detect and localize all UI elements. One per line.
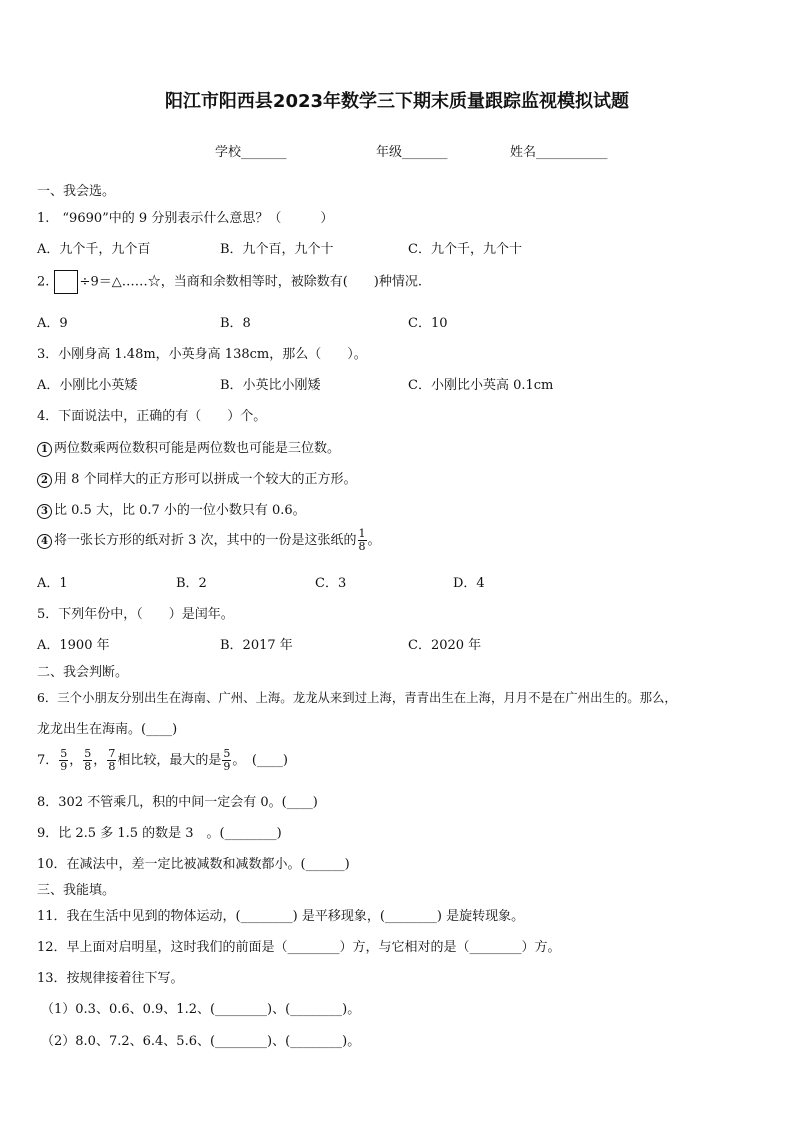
q4-statement-4: [37, 528, 381, 553]
section-heading-fill: 三、我能填。: [37, 883, 116, 898]
question-11: 11．我在生活中见到的物体运动，(________) 是平移现象，(________) 是旋转现象。: [37, 909, 525, 924]
q5-option-c[interactable]: C．2020 年: [408, 638, 482, 653]
question-7: [37, 748, 288, 773]
circled-number-4: 4: [37, 534, 52, 549]
fraction-seven-eighths: [107, 748, 116, 773]
q4-option-c[interactable]: C．3: [315, 576, 347, 591]
q7-answer-blank[interactable]: 。 (____): [232, 753, 288, 768]
q5-option-b[interactable]: B．2017 年: [220, 638, 293, 653]
fraction-five-ninths: [59, 748, 68, 773]
fraction-numerator: 1: [358, 527, 366, 540]
fraction-denominator: 9: [60, 760, 68, 773]
q2-option-a[interactable]: A．9: [37, 316, 68, 331]
q2-option-b[interactable]: B．8: [220, 316, 251, 331]
question-10: 10．在减法中，差一定比被减数和减数都小。(______): [37, 857, 350, 872]
fraction-five-ninths-answer: [222, 748, 231, 773]
fraction-denominator: 8: [108, 760, 116, 773]
school-field[interactable]: 学校_______: [215, 145, 287, 160]
q3-option-b[interactable]: B．小英比小刚矮: [220, 378, 321, 393]
page-title: 阳江市阳西县2023年数学三下期末质量跟踪监视模拟试题: [164, 91, 630, 112]
name-field[interactable]: 姓名___________: [510, 145, 608, 160]
grade-field[interactable]: 年级_______: [376, 145, 448, 160]
q4-option-d[interactable]: D．4: [453, 576, 485, 591]
circled-number-1: 1: [37, 442, 52, 457]
q4-statement-2-text: 用 8 个同样大的正方形可以拼成一个较大的正方形。: [54, 472, 357, 487]
question-3: 3．小刚身高 1.48m，小英身高 138cm，那么（ ）。: [37, 347, 367, 362]
question-2: [37, 270, 422, 294]
fraction-denominator: 9: [223, 760, 231, 773]
fraction-numerator: 7: [108, 747, 116, 760]
q5-option-a[interactable]: A．1900 年: [37, 638, 110, 653]
question-4: 4．下面说法中，正确的有（ ）个。: [37, 409, 267, 424]
q4-statement-2: [37, 468, 357, 488]
circled-number-3: 3: [37, 504, 52, 519]
fraction-denominator: 8: [84, 760, 92, 773]
q2-text: ÷9＝△……☆，当商和余数相等时，被除数有( )种情况.: [79, 274, 422, 290]
fraction-numerator: 5: [84, 747, 92, 760]
separator: ，: [93, 753, 107, 768]
q4-statement-3: [37, 499, 306, 519]
q7-text: 相比较，最大的是: [117, 753, 222, 768]
q1-option-b[interactable]: B．九个百，九个十: [220, 242, 334, 257]
q2-option-c[interactable]: C．10: [408, 316, 448, 331]
fraction-numerator: 5: [223, 747, 231, 760]
q1-option-c[interactable]: C．九个千，九个十: [408, 242, 522, 257]
fraction-one-eighth: [358, 528, 367, 553]
question-8: 8．302 不管乘几，积的中间一定会有 0。(____): [37, 795, 318, 810]
q4-option-b[interactable]: B．2: [176, 576, 207, 591]
section-heading-choose: 一、我会选。: [37, 184, 116, 199]
question-1: 1. “9690”中的 9 分别表示什么意思？（ ）: [37, 211, 334, 226]
question-9: 9．比 2.5 多 1.5 的数是 3 。(________): [37, 826, 282, 841]
q7-number: 7．: [37, 753, 59, 768]
q1-option-a[interactable]: A．九个千，九个百: [37, 242, 151, 257]
q2-number: 2.: [37, 274, 50, 290]
question-13: 13．按规律接着往下写。: [37, 971, 184, 986]
separator: ，: [69, 753, 83, 768]
q3-option-a[interactable]: A．小刚比小英矮: [37, 378, 138, 393]
q3-option-c[interactable]: C．小刚比小英高 0.1cm: [408, 378, 554, 393]
q4-option-a[interactable]: A．1: [37, 576, 68, 591]
q13-part-1: （1）0.3、0.6、0.9、1.2、(________)、(________)。: [41, 1002, 361, 1017]
q4-statement-3-text: 比 0.5 大，比 0.7 小的一位小数只有 0.6。: [54, 503, 306, 518]
fraction-numerator: 5: [60, 747, 68, 760]
fraction-denominator: 8: [358, 540, 366, 553]
fraction-five-eighths: [83, 748, 92, 773]
question-5: 5．下列年份中，（ ）是闰年。: [37, 607, 234, 622]
section-heading-judge: 二、我会判断。: [37, 665, 129, 680]
q4-statement-4-text: 将一张长方形的纸对折 3 次，其中的一份是这张纸的: [54, 533, 357, 548]
q13-part-2: （2）8.0、7.2、6.4、5.6、(________)、(________)。: [41, 1034, 361, 1049]
circled-number-2: 2: [37, 473, 52, 488]
dividend-blank-box[interactable]: [54, 270, 78, 294]
q4-statement-4-end: 。: [367, 533, 381, 548]
q4-statement-1-text: 两位数乘两位数积可能是两位数也可能是三位数。: [54, 441, 341, 456]
question-6-line-1: 6．三个小朋友分别出生在海南、广州、上海。龙龙从来到过上海，青青出生在上海，月月不是在广州出生的。那么，: [37, 690, 677, 705]
question-6-line-2: 龙龙出生在海南。(____): [37, 722, 178, 737]
question-12: 12．早上面对启明星，这时我们的前面是（________）方，与它相对的是（________）方。: [37, 940, 561, 955]
q4-statement-1: [37, 437, 340, 457]
